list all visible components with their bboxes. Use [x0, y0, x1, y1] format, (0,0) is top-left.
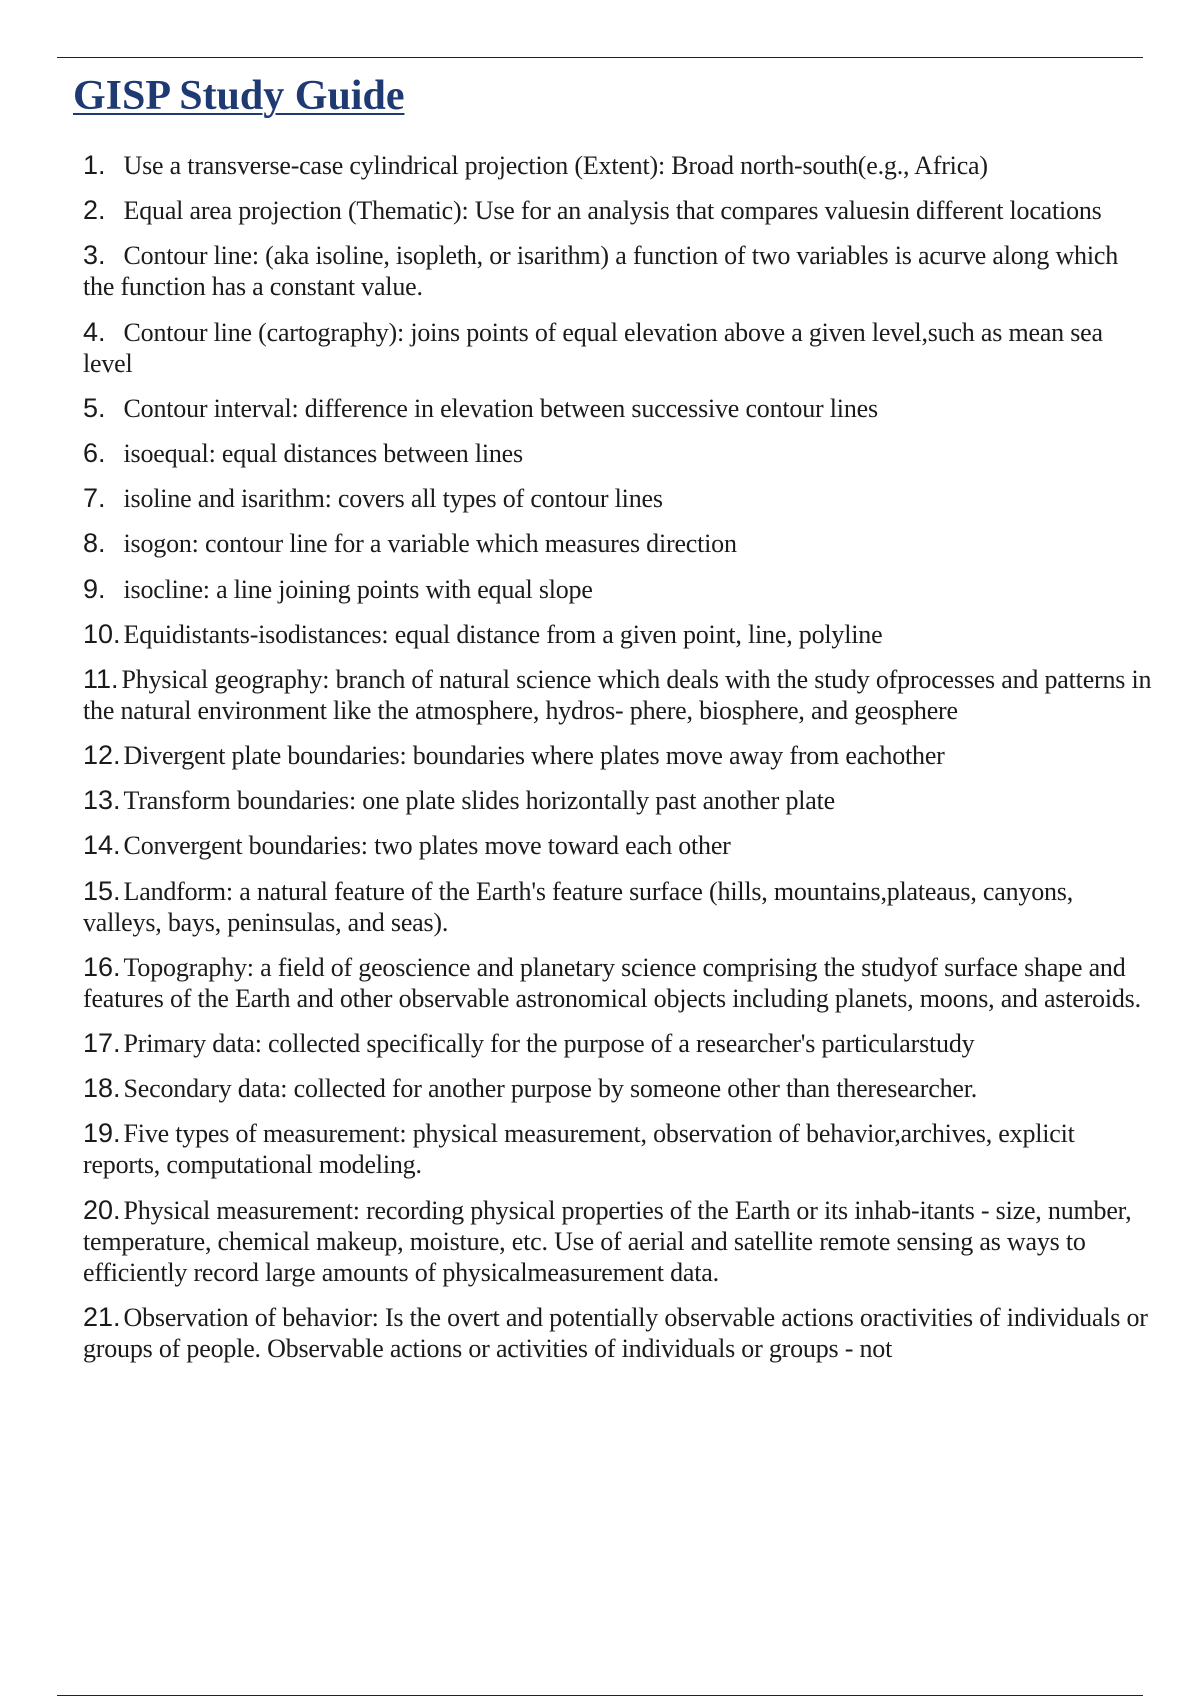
item-number: 18.: [83, 1073, 121, 1104]
page-title: GISP Study Guide: [73, 73, 405, 119]
item-number: 16.: [83, 951, 121, 982]
list-item: [83, 1073, 1153, 1104]
item-number: 4.: [83, 316, 106, 347]
list-item: [83, 574, 1153, 605]
item-number: 11.: [83, 663, 119, 694]
item-number: 2.: [83, 195, 106, 226]
item-text: Equidistants-isodistances: equal distance from a given point, line, polyline: [123, 619, 883, 649]
list-item: [83, 483, 1153, 514]
item-number: 1.: [83, 150, 106, 180]
item-text: Primary data: collected specifically for the purpose of a researcher's particularstudy: [123, 1029, 975, 1058]
item-text: Use a transverse-case cylindrical projection (Extent): Broad north-south(e.g., Africa): [123, 151, 988, 180]
item-number: 10.: [83, 618, 121, 649]
item-number: 20.: [83, 1194, 121, 1225]
list-item: [83, 1028, 1153, 1059]
item-number: 15.: [83, 875, 121, 906]
bottom-rule: [57, 1695, 1143, 1696]
item-number: 14.: [83, 830, 121, 861]
item-text: Contour line (cartography): joins points of equal elevation above a given level,such as mean sea level: [83, 317, 1103, 378]
list-item: [83, 952, 1153, 1014]
item-text: Physical measurement: recording physical properties of the Earth or its inhab-itants - size, number, temperature, chemical makeup, moisture, etc. Use of aerial and satellite remote sensing as ways to efficiently record large amounts of physicalmeasurement data.: [83, 1195, 1132, 1287]
list-item: [83, 619, 1153, 650]
list-item: [83, 195, 1153, 226]
item-number: 3.: [83, 240, 106, 271]
list-item: [83, 1195, 1153, 1288]
item-text: Divergent plate boundaries: boundaries where plates move away from eachother: [123, 741, 945, 771]
list-item: [83, 528, 1153, 559]
item-number: 6.: [83, 437, 106, 468]
item-text: isoline and isarithm: covers all types of contour lines: [123, 484, 663, 514]
list-item: [83, 150, 1153, 181]
item-text: Contour interval: difference in elevation between successive contour lines: [123, 393, 878, 423]
item-text: Observation of behavior: Is the overt and potentially observable actions oractivities of individuals or groups of people. Observable actions or activities of individuals or groups - not: [83, 1302, 1148, 1363]
item-number: 21.: [83, 1301, 121, 1332]
item-number: 5.: [83, 392, 106, 423]
item-text: Equal area projection (Thematic): Use for an analysis that compares valuesin different locations: [123, 196, 1102, 226]
list-item: [83, 740, 1153, 771]
list-item: [83, 1302, 1153, 1364]
list-item: [83, 876, 1153, 938]
list-item: [83, 438, 1153, 469]
item-text: Physical geography: branch of natural science which deals with the study ofprocesses and patterns in the natural environment like the atmosphere, hydros- phere, biosphere, and geosphere: [83, 664, 1152, 725]
item-number: 9.: [83, 573, 106, 604]
item-number: 7.: [83, 483, 106, 514]
item-number: 19.: [83, 1118, 121, 1149]
item-number: 17.: [83, 1028, 121, 1058]
study-list: [83, 150, 1153, 1378]
item-text: Transform boundaries: one plate slides horizontally past another plate: [123, 786, 835, 816]
list-item: [83, 317, 1153, 379]
item-text: Topography: a field of geoscience and planetary science comprising the studyof surface shape and features of the Earth and other observable astronomical objects including planets, moons, and asteroids.: [83, 952, 1141, 1013]
item-text: isocline: a line joining points with equal slope: [123, 574, 593, 604]
item-text: Landform: a natural feature of the Earth's feature surface (hills, mountains,plateaus, canyons, valleys, bays, peninsulas, and seas).: [83, 876, 1074, 937]
top-rule: [57, 57, 1143, 58]
list-item: [83, 1118, 1153, 1180]
item-text: isoequal: equal distances between lines: [123, 438, 523, 468]
list-item: [83, 664, 1153, 726]
item-text: Five types of measurement: physical measurement, observation of behavior,archives, explicit reports, computational modeling.: [83, 1119, 1075, 1180]
item-text: Secondary data: collected for another purpose by someone other than theresearcher.: [123, 1074, 978, 1104]
item-number: 12.: [83, 740, 121, 771]
list-item: [83, 240, 1153, 302]
list-item: [83, 785, 1153, 816]
item-text: Convergent boundaries: two plates move toward each other: [123, 831, 731, 861]
item-text: isogon: contour line for a variable which measures direction: [123, 529, 737, 559]
item-text: Contour line: (aka isoline, isopleth, or isarithm) a function of two variables is acurve along which the function has a constant value.: [83, 241, 1119, 302]
item-number: 8.: [83, 528, 106, 559]
list-item: [83, 830, 1153, 861]
item-number: 13.: [83, 785, 121, 816]
list-item: [83, 393, 1153, 424]
